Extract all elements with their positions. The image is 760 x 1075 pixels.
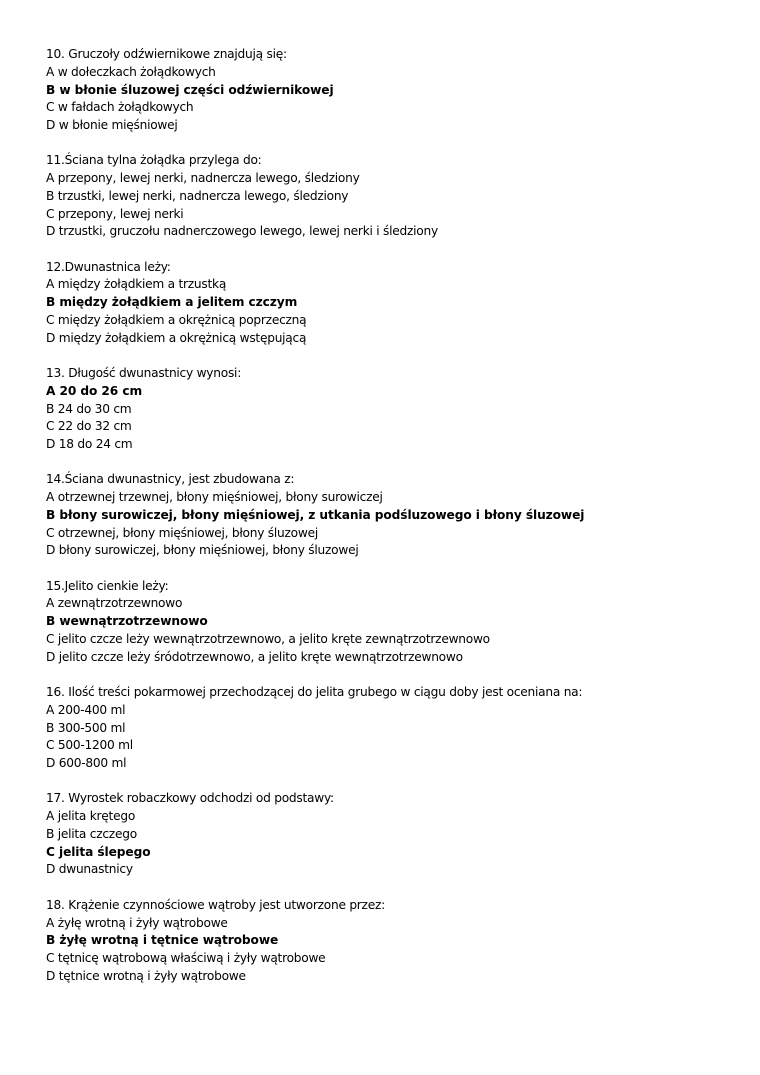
answer-option: D dwunastnicy [46, 862, 133, 877]
question-prompt: 14.Ściana dwunastnicy, jest zbudowana z: [46, 472, 295, 487]
question-block [46, 790, 736, 879]
answer-option-correct: C jelita ślepego [46, 844, 151, 859]
question-block [46, 471, 736, 560]
answer-option: B jelita czczego [46, 826, 137, 841]
answer-option: C tętnicę wątrobową właściwą i żyły wątrobowe [46, 951, 326, 965]
answer-option: C między żołądkiem a okrężnicą poprzeczną [46, 312, 307, 327]
answer-option: B 24 do 30 cm [46, 401, 132, 416]
answer-option: C 22 do 32 cm [46, 419, 132, 434]
question-block [46, 152, 736, 241]
question-prompt: 10. Gruczoły odźwiernikowe znajdują się: [46, 47, 287, 61]
question-block [46, 259, 736, 348]
answer-option: A przepony, lewej nerki, nadnercza lewego, śledziony [46, 171, 360, 186]
answer-option: D tętnice wrotną i żyły wątrobowe [46, 968, 246, 983]
answer-option: D jelito czcze leży śródotrzewnowo, a jelito kręte wewnątrzotrzewnowo [46, 649, 463, 664]
answer-option: B trzustki, lewej nerki, nadnercza lewego, śledziony [46, 188, 349, 203]
answer-option: D 18 do 24 cm [46, 437, 133, 452]
answer-option-correct: B żyłę wrotną i tętnice wątrobowe [46, 933, 279, 948]
answer-option-correct: A 20 do 26 cm [46, 383, 143, 398]
answer-option: A między żołądkiem a trzustką [46, 277, 227, 292]
question-block [46, 684, 736, 773]
answer-option: D w błonie mięśniowej [46, 118, 178, 132]
question-prompt: 11.Ściana tylna żołądka przylega do: [46, 153, 262, 168]
answer-option: D trzustki, gruczołu nadnerczowego lewego, lewej nerki i śledziony [46, 224, 438, 239]
question-prompt: 18. Krążenie czynnościowe wątroby jest utworzone przez: [46, 897, 385, 912]
answer-option: B 300-500 ml [46, 720, 126, 735]
question-prompt: 16. Ilość treści pokarmowej przechodzącej do jelita grubego w ciągu doby jest oceniana na: [46, 685, 583, 700]
answer-option: C jelito czcze leży wewnątrzotrzewnowo, a jelito kręte zewnątrzotrzewnowo [46, 631, 490, 646]
question-prompt: 12.Dwunastnica leży: [46, 259, 171, 274]
answer-option: D 600-800 ml [46, 756, 127, 771]
answer-option: C przepony, lewej nerki [46, 206, 184, 221]
answer-option-correct: B wewnątrzotrzewnowo [46, 614, 208, 629]
answer-option: A żyłę wrotną i żyły wątrobowe [46, 915, 228, 930]
question-block [46, 578, 736, 667]
answer-option: A jelita krętego [46, 809, 136, 824]
answer-option: C 500-1200 ml [46, 738, 133, 753]
answer-option: C w fałdach żołądkowych [46, 100, 194, 115]
question-prompt: 17. Wyrostek robaczkowy odchodzi od podstawy: [46, 791, 334, 806]
question-block [46, 365, 736, 454]
answer-option: D błony surowiczej, błony mięśniowej, błony śluzowej [46, 543, 359, 558]
answer-option-correct: B w błonie śluzowej części odźwiernikowej [46, 82, 334, 97]
answer-option: A w dołeczkach żołądkowych [46, 64, 216, 79]
answer-option-correct: B błony surowiczej, błony mięśniowej, z utkania podśluzowego i błony śluzowej [46, 507, 585, 522]
answer-option: A otrzewnej trzewnej, błony mięśniowej, błony surowiczej [46, 490, 383, 505]
question-block [46, 897, 736, 986]
question-block [46, 46, 736, 135]
answer-option: A 200-400 ml [46, 702, 126, 717]
document-page [46, 46, 736, 1003]
question-prompt: 15.Jelito cienkie leży: [46, 578, 169, 593]
question-list [46, 46, 736, 986]
question-prompt: 13. Długość dwunastnicy wynosi: [46, 366, 242, 381]
answer-option: D między żołądkiem a okrężnicą wstępującą [46, 330, 307, 345]
answer-option: C otrzewnej, błony mięśniowej, błony śluzowej [46, 525, 318, 540]
answer-option-correct: B między żołądkiem a jelitem czczym [46, 295, 298, 310]
answer-option: A zewnątrzotrzewnowo [46, 596, 183, 611]
